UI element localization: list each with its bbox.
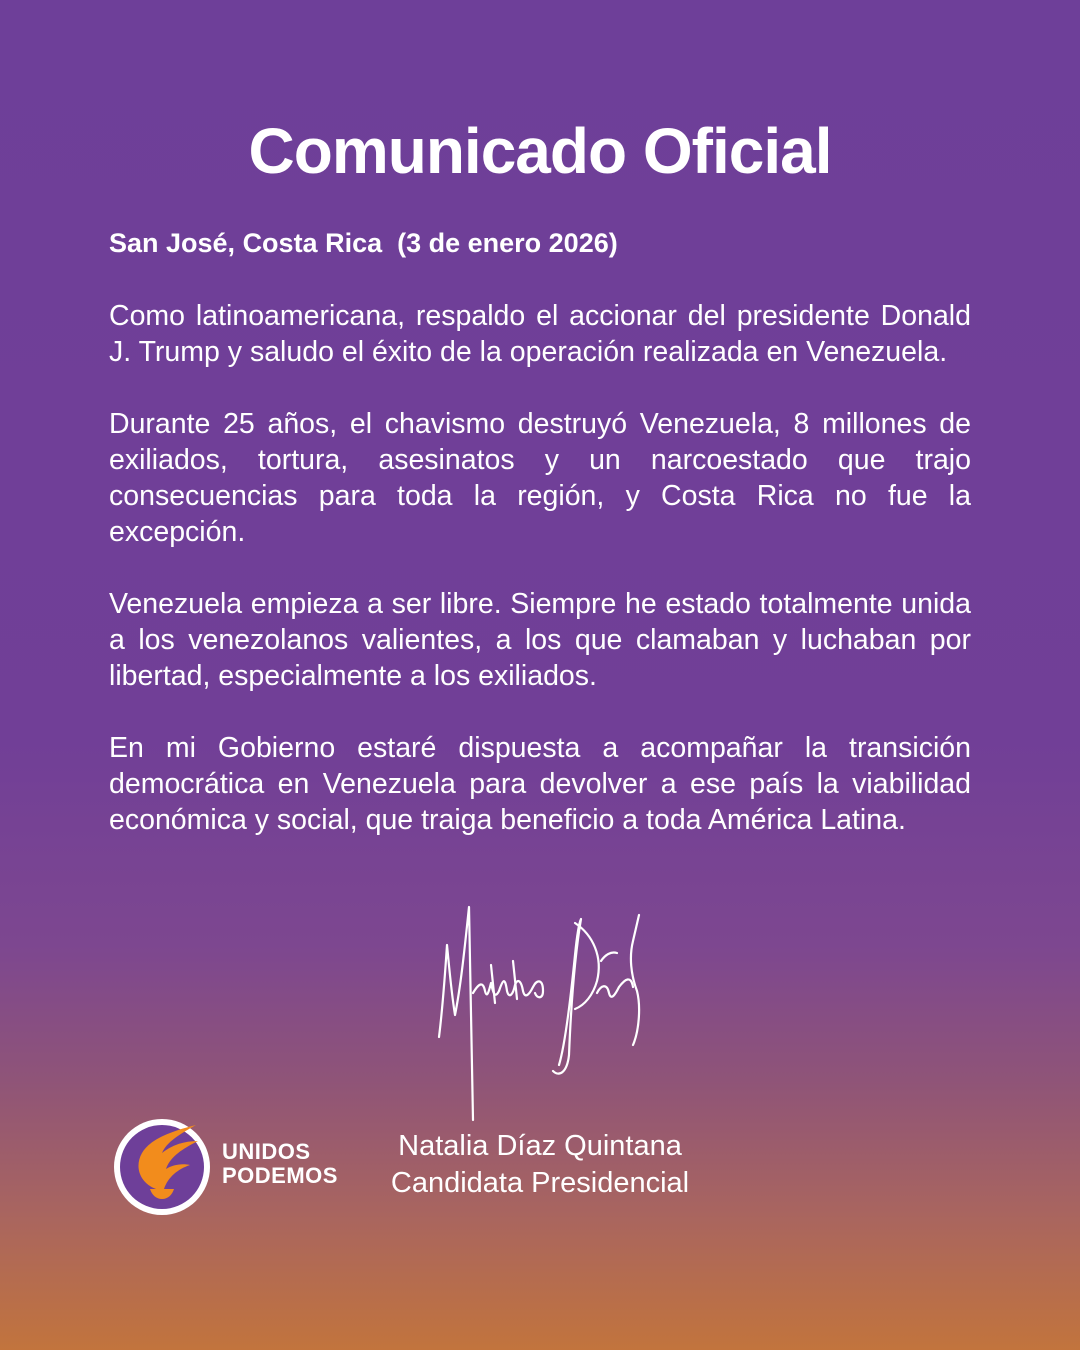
torch-flame-icon	[112, 1117, 212, 1217]
signer-block	[340, 1128, 740, 1202]
logo-wordmark	[222, 1140, 338, 1188]
party-logo	[112, 1117, 362, 1217]
signer-name: Natalia Díaz Quintana	[398, 1130, 682, 1162]
dateline: San José, Costa Rica (3 de enero 2026)	[109, 228, 618, 258]
logo-line-1: UNIDOS	[222, 1139, 311, 1164]
handwritten-signature	[425, 895, 665, 1130]
page-title: Comunicado Oficial	[248, 115, 832, 187]
signer-role: Candidata Presidencial	[390, 1167, 690, 1199]
paragraph-1: Como latinoamericana, respaldo el accionar del presidente Donald J. Trump y saludo el éxito de la operación realizada en Venezuela.	[109, 300, 971, 368]
paragraph-4: En mi Gobierno estaré dispuesta a acompañar la transición democrática en Venezuela para devolver a ese país la viabilidad económica y social, que traiga beneficio a toda América Latina.	[109, 732, 971, 836]
statement-body	[109, 298, 971, 874]
logo-line-2: PODEMOS	[222, 1163, 338, 1188]
paragraph-3: Venezuela empieza a ser libre. Siempre he estado totalmente unida a los venezolanos valientes, a los que clamaban y luchaban por libertad, especialmente a los exiliados.	[109, 588, 971, 692]
paragraph-2: Durante 25 años, el chavismo destruyó Venezuela, 8 millones de exiliados, tortura, asesinatos y un narcoestado que trajo consecuencias para toda la región, y Costa Rica no fue la excepción.	[109, 408, 971, 548]
